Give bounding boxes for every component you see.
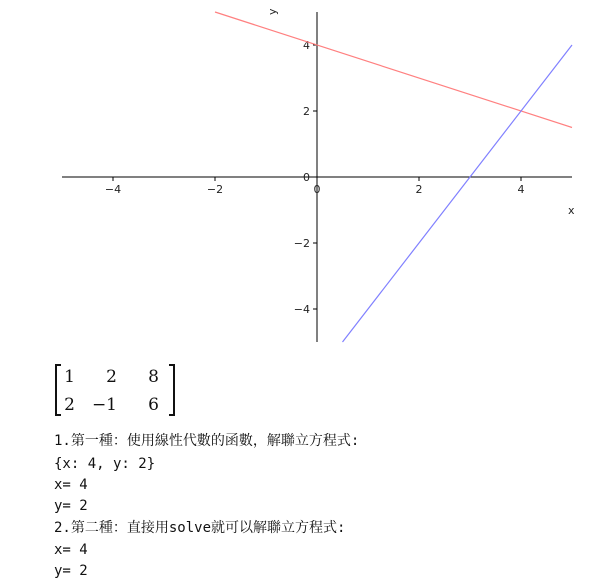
matrix-cell: 2	[64, 395, 75, 415]
output-line-dict: {x: 4, y: 2}	[54, 456, 156, 472]
series-line-2	[343, 45, 573, 342]
x-tick-label: −2	[206, 183, 224, 196]
x-tick-label: 2	[415, 183, 423, 196]
y-tick-label: −4	[293, 303, 310, 316]
y-tick-label: 4	[303, 39, 310, 52]
y-tick-label: 2	[303, 105, 310, 118]
matrix-cell: −1	[91, 395, 117, 415]
output-line-method2-title: 2.第二種：直接用solve就可以解聯立方程式:	[54, 520, 346, 536]
y-tick-label: −2	[293, 237, 310, 250]
x-axis-label: x	[568, 204, 575, 217]
y-axis-label: y	[266, 8, 279, 15]
y-tick-label: 0	[303, 171, 310, 184]
matrix-right-bracket	[169, 364, 175, 416]
output-line-x: x= 4	[54, 477, 88, 493]
output-line-y: y= 2	[54, 498, 88, 514]
series-line-1	[215, 12, 572, 128]
coefficient-matrix	[55, 364, 175, 418]
x-tick-label: −4	[104, 183, 122, 196]
matrix-cell: 8	[148, 367, 159, 387]
x-tick-label: 4	[517, 183, 525, 196]
output-line-x: x= 4	[54, 542, 88, 558]
matrix-cell: 6	[148, 395, 159, 415]
x-tick-label: 0	[313, 183, 321, 196]
output-line-method1-title: 1.第一種：使用線性代數的函數，解聯立方程式:	[54, 433, 360, 449]
matrix-cell: 2	[106, 367, 117, 387]
matrix-cell: 1	[64, 367, 75, 387]
output-line-y: y= 2	[54, 563, 88, 579]
